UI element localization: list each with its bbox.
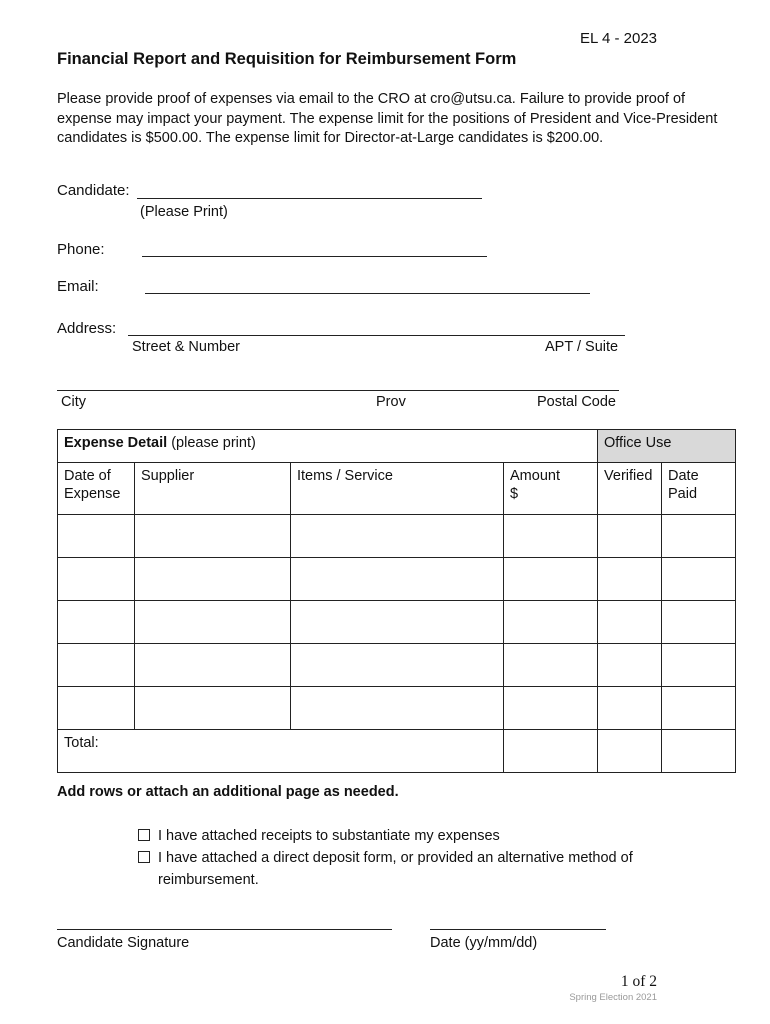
receipts-checkbox[interactable]	[138, 829, 150, 841]
phone-field[interactable]	[142, 256, 487, 257]
deposit-label: I have attached a direct deposit form, or provided an alternative method of	[158, 850, 633, 866]
signature-line[interactable]	[57, 929, 392, 930]
expense-detail-header	[58, 430, 598, 463]
add-rows-note: Add rows or attach an additional page as needed.	[57, 784, 399, 800]
page-number: 1 of 2	[620, 973, 657, 990]
expense-detail-hint: (please print)	[167, 435, 256, 451]
intro-paragraph: Please provide proof of expenses via email to the CRO at cro@utsu.ca. Failure to provide proof of expense may impact your payment. The expense limit for the positions of President and Vice-President candidates is $500.00. The expense limit for Director-at-Large candidates is $200.00.	[57, 91, 718, 146]
phone-label: Phone:	[57, 241, 105, 258]
candidate-label: Candidate:	[57, 182, 130, 199]
expense-detail-title: Expense Detail	[64, 435, 168, 451]
deposit-label-continued: reimbursement.	[158, 872, 259, 888]
address-street-field[interactable]	[128, 335, 625, 336]
form-code: EL 4 - 2023	[580, 30, 657, 47]
receipts-checkbox-row	[138, 828, 500, 844]
expense-table	[57, 429, 736, 773]
col-date-paid: Date Paid	[662, 463, 736, 515]
col-verified: Verified	[598, 463, 662, 515]
address-label: Address:	[57, 320, 117, 337]
receipts-label: I have attached receipts to substantiate my expenses	[158, 828, 500, 844]
total-label: Total:	[58, 730, 504, 773]
deposit-checkbox-row	[138, 850, 633, 866]
table-row	[58, 558, 736, 601]
table-row	[58, 515, 736, 558]
email-field[interactable]	[145, 293, 590, 294]
col-date-of-expense: Date of Expense	[58, 463, 135, 515]
footer-text: Spring Election 2021	[569, 992, 657, 1003]
candidate-field[interactable]	[137, 198, 482, 199]
total-amount-cell[interactable]	[504, 730, 598, 773]
col-amount: Amount $	[504, 463, 598, 515]
table-row	[58, 601, 736, 644]
office-use-header: Office Use	[598, 430, 736, 463]
email-label: Email:	[57, 278, 99, 295]
street-label: Street & Number	[132, 339, 240, 355]
col-supplier: Supplier	[135, 463, 291, 515]
table-row	[58, 687, 736, 730]
date-line[interactable]	[430, 929, 606, 930]
address-city-field[interactable]	[57, 390, 619, 391]
candidate-hint: (Please Print)	[140, 204, 228, 220]
city-label: City	[61, 394, 86, 410]
postal-code-label: Postal Code	[537, 394, 616, 410]
date-label: Date (yy/mm/dd)	[430, 935, 538, 951]
total-row	[58, 730, 736, 773]
page-title: Financial Report and Requisition for Reimbursement Form	[57, 50, 517, 68]
candidate-signature-label: Candidate Signature	[57, 935, 190, 951]
prov-label: Prov	[376, 394, 406, 410]
deposit-checkbox[interactable]	[138, 851, 150, 863]
table-row	[58, 644, 736, 687]
col-items-service: Items / Service	[291, 463, 504, 515]
apt-label: APT / Suite	[545, 339, 619, 355]
